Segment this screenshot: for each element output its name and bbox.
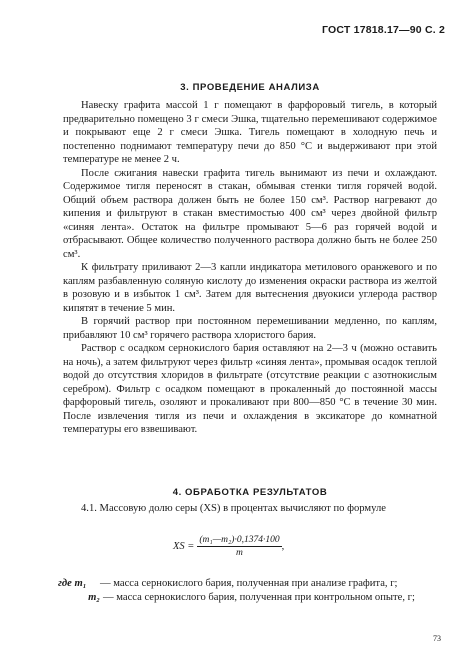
formula-fraction xyxy=(197,535,281,558)
definition-symbol: m₂ xyxy=(88,591,100,603)
formula-numerator: (m₁—m₂)·0,1374·100 xyxy=(199,535,280,545)
definition-text: — масса сернокислого бария, полученная при контрольном опыте, г; xyxy=(103,591,415,603)
section-3-body xyxy=(63,99,437,437)
paragraph: Навеску графита массой 1 г помещают в фарфоровый тигель, в который предварительно помещено 3 г смеси Эшка, тщательно перемешивают содержимое и покрывают еще 2 г смеси Эшка. Тигель помещают в холодную печь и постепенно поднимают температуру печи до 850 °С и выдерживают при этой температуре не менее 2 ч. xyxy=(63,100,437,165)
formula-lhs: XS = xyxy=(173,541,195,552)
definition-item xyxy=(58,591,438,605)
formula-definitions xyxy=(58,577,438,604)
definition-item xyxy=(58,577,438,591)
section-3-title: 3. ПРОВЕДЕНИЕ АНАЛИЗА xyxy=(180,82,320,93)
page-number: 73 xyxy=(433,634,441,643)
definition-text: — масса сернокислого бария, полученная при анализе графита, г; xyxy=(100,578,398,589)
paragraph: В горячий раствор при постоянном перемешивании медленно, по каплям, прибавляют 10 см³ горячего раствора хлористого бария. xyxy=(63,316,437,341)
paragraph: К фильтрату приливают 2—3 капли индикатора метилового оранжевого и по каплям разбавленную соляную кислоту до изменения окраски раствора из желтой в розовую и в избыток 1 см³. Затем для вытеснения двуокиси углерода раствор кипятят в течение 5 мин. xyxy=(63,262,437,314)
sulfur-formula xyxy=(173,535,284,558)
section-4-title: 4. ОБРАБОТКА РЕЗУЛЬТАТОВ xyxy=(172,487,328,498)
paragraph: Раствор с осадком сернокислого бария оставляют на 2—3 ч (можно оставить на ночь), а затем фильтруют через фильтр «синяя лента», промывая осадок теплой водой до отсутствия хлоридов в фильтрате (отсутствие реакции с азотнокислым серебром). Фильтр с осадком помещают в прокаленный до постоянной массы фарфоровый тигель, озоляют и прокаливают при 800—850 °С в течение 30 мин. После извлечения тигля из печи и охлаждения в эксикаторе до комнатной температуры его взвешивают. xyxy=(63,343,437,435)
formula-denominator: m xyxy=(236,548,243,558)
paragraph: После сжигания навески графита тигель вынимают из печи и охлаждают. Содержимое тигля переносят в стакан, обмывая стенки тигля горячей водой. Общий объем раствора должен быть не более 150 см³. Раствор нагревают до кипения и фильтруют в стакан вместимостью 400 см³ через двойной фильтр «синяя лента». Остаток на фильтре промывают 5—6 раз горячей водой и отбрасывают. Общее количество полученного раствора должно быть не более 250 см³. xyxy=(63,167,437,260)
definition-symbol: где m₁ xyxy=(58,578,87,589)
formula-tail: , xyxy=(281,541,285,552)
paragraph: 4.1. Массовую долю серы (XS) в процентах вычисляют по формуле xyxy=(81,503,386,514)
page-header: ГОСТ 17818.17—90 С. 2 xyxy=(322,24,445,36)
section-4-body xyxy=(63,502,437,516)
